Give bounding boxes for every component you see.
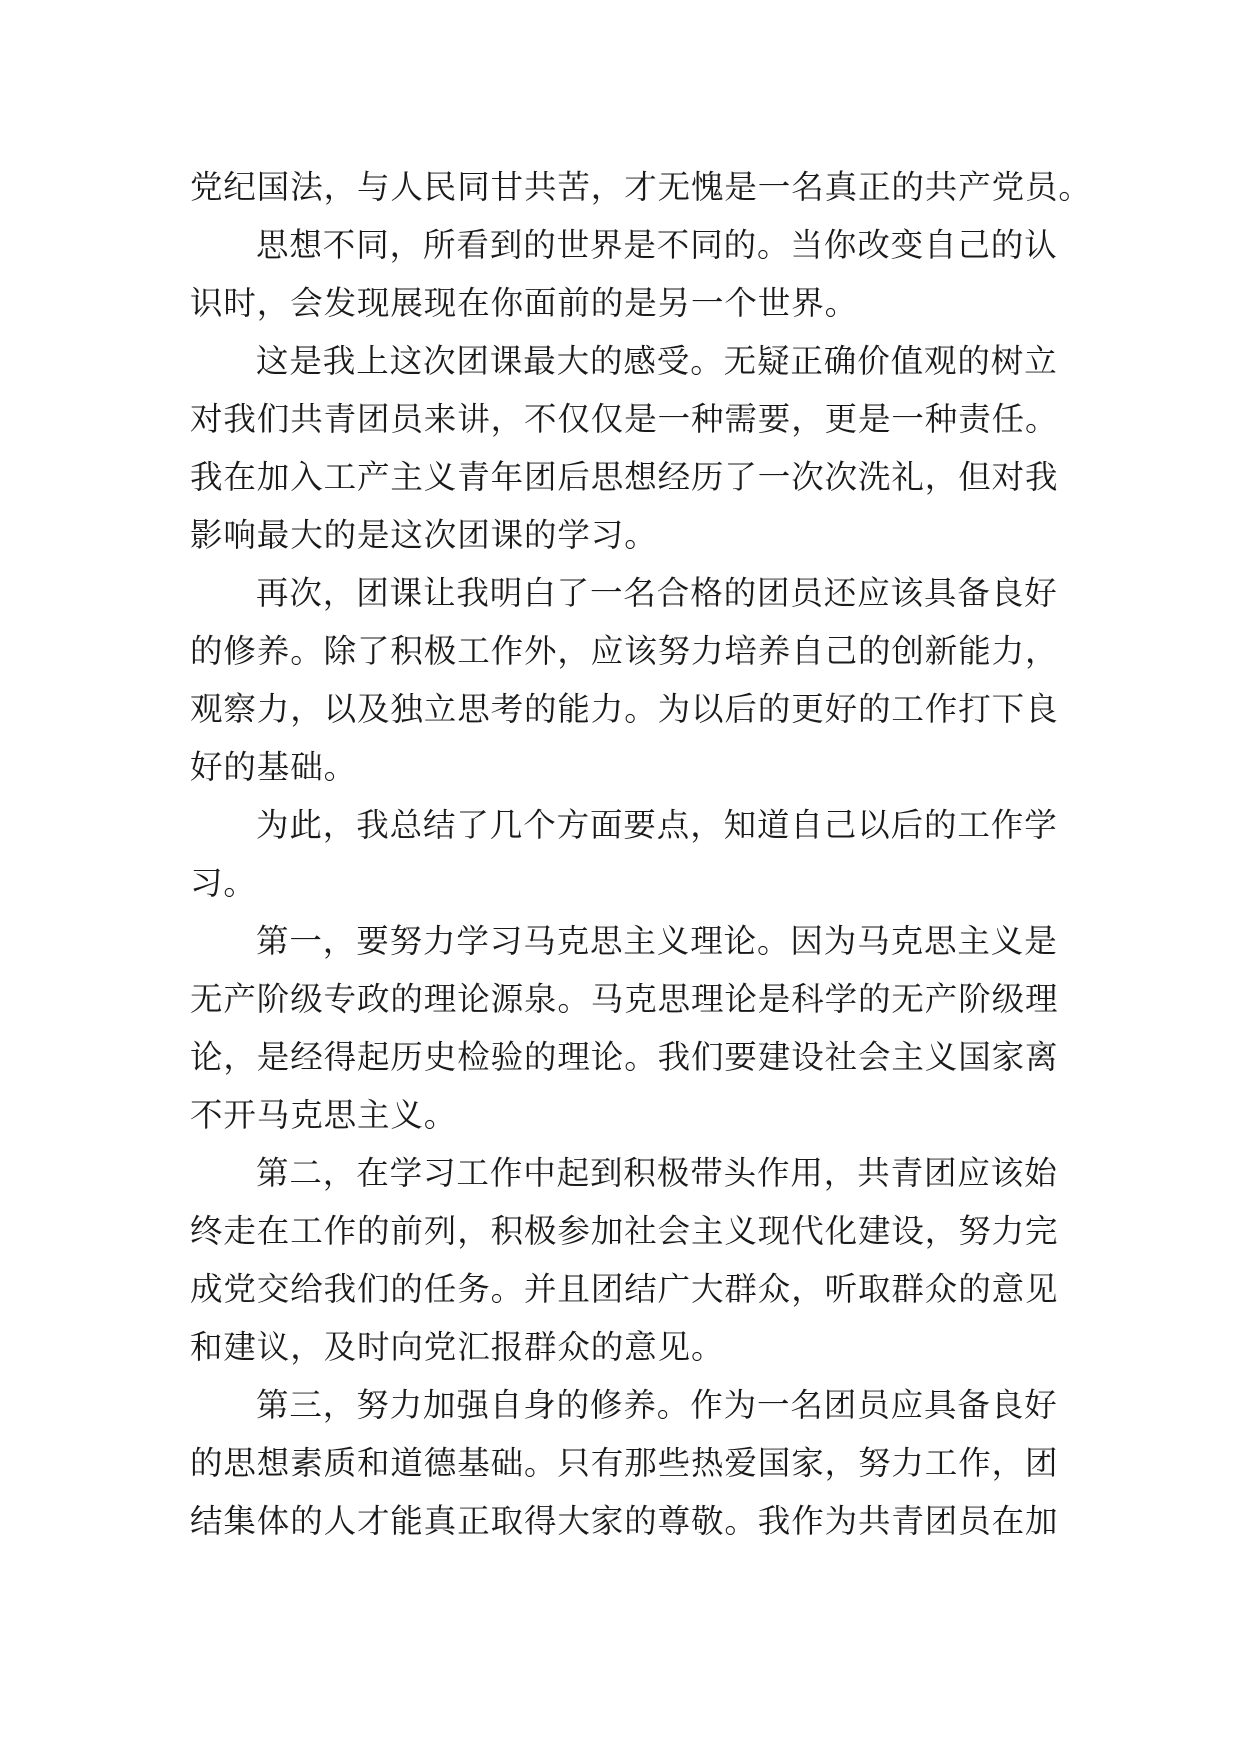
text-line: 的思想素质和道德基础。只有那些热爱国家，努力工作，团 [190, 1444, 1059, 1482]
text-line: 识时，会发现展现在你面前的是另一个世界。 [190, 284, 859, 322]
text-line: 党纪国法，与人民同甘共苦，才无愧是一名真正的共产党员。 [190, 168, 1092, 206]
body-text [190, 158, 1092, 1550]
text-line: 为此，我总结了几个方面要点，知道自己以后的工作学 [256, 806, 1058, 844]
text-line: 的修养。除了积极工作外，应该努力培养自己的创新能力， [190, 632, 1059, 670]
text-line: 观察力，以及独立思考的能力。为以后的更好的工作打下良 [190, 690, 1059, 728]
text-line: 成党交给我们的任务。并且团结广大群众，听取群众的意见 [190, 1270, 1059, 1308]
text-line: 好的基础。 [190, 748, 358, 786]
text-line: 我在加入工产主义青年团后思想经历了一次次洗礼，但对我 [190, 458, 1059, 496]
text-line: 这是我上这次团课最大的感受。无疑正确价值观的树立 [256, 342, 1058, 380]
text-line: 无产阶级专政的理论源泉。马克思理论是科学的无产阶级理 [190, 980, 1059, 1018]
text-line: 论，是经得起历史检验的理论。我们要建设社会主义国家离 [190, 1038, 1059, 1076]
text-line: 终走在工作的前列，积极参加社会主义现代化建设，努力完 [190, 1212, 1059, 1250]
text-line: 和建议，及时向党汇报群众的意见。 [190, 1328, 725, 1366]
text-line: 思想不同，所看到的世界是不同的。当你改变自己的认 [256, 226, 1058, 264]
text-line: 第二，在学习工作中起到积极带头作用，共青团应该始 [256, 1154, 1058, 1192]
text-line: 不开马克思主义。 [190, 1096, 458, 1134]
text-line: 对我们共青团员来讲，不仅仅是一种需要，更是一种责任。 [190, 400, 1059, 438]
text-line: 结集体的人才能真正取得大家的尊敬。我作为共青团员在加 [190, 1502, 1059, 1540]
text-line: 习。 [190, 864, 257, 902]
text-line: 第三，努力加强自身的修养。作为一名团员应具备良好 [256, 1386, 1058, 1424]
text-line: 第一，要努力学习马克思主义理论。因为马克思主义是 [256, 922, 1058, 960]
text-line: 再次，团课让我明白了一名合格的团员还应该具备良好 [256, 574, 1058, 612]
text-line: 影响最大的是这次团课的学习。 [190, 516, 658, 554]
